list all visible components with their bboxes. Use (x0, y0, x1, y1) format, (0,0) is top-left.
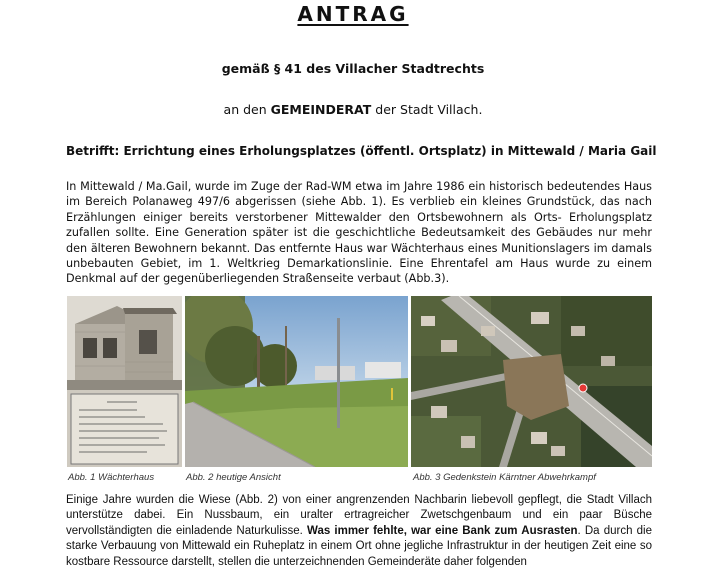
addressee-suffix: der Stadt Villach. (371, 102, 483, 117)
paragraph2-part1: Einige Jahre wurden die Wiese (Abb. 2) von einer angrenzenden Nachbarin liebevoll gepflegt, die Stadt Villach unterstütze dabei. Ein Nussbaum, ein uralter ertragreicher Zwetschgenbaum und ein paar Büsche vervollständigten die einladende Naturkulisse. (66, 494, 652, 537)
figure-current-view-photo (185, 296, 408, 467)
addressee-line (0, 101, 706, 119)
addressee-prefix: an den (223, 102, 271, 117)
paragraph-continuation (66, 493, 652, 570)
figure-aerial-map (411, 296, 652, 467)
paragraph2-part2: . Da durch die starke Verbauung von Mittewald ein Ruheplatz in einem Ort ohne jegliche Infrastruktur in der heutigen Zeit eine so kostbare Ressource darstellt, stellen die unterzeichnenden Gemeinderäte daher folgenden (66, 524, 652, 568)
paragraph-intro: In Mittewald / Ma.Gail, wurde im Zuge der Rad-WM etwa im Jahre 1986 ein historisch bedeutendes Haus im Bereich Polanaweg 497/6 abgerissen (siehe Abb. 1). Es verblieb ein kleines Grundstück, das nach Erzählungen einiger bereits verstorbener Mittewalder den Ortsbewohnern als Orts- Erholungsplatz zufallen sollte. Eine Generation später ist die geschichtliche Bedeutsamkeit des Gebäudes nur mehr den älteren Bewohnern bekannt. Das entfernte Haus war Wächterhaus eines Munitionslagers im damals unbebauten Gebiet, im 1. Weltkrieg Demarkationslinie. Eine Ehrentafel am Haus wurde zu einem Denkmal auf der gegenüberliegenden Straßenseite verbaut (Abb.3). (66, 180, 652, 286)
figure-caption-2: Abb. 2 heutige Ansicht (186, 472, 281, 483)
figure-caption-3: Abb. 3 Gedenkstein Kärntner Abwehrkampf (413, 472, 596, 483)
addressee-bold: GEMEINDERAT (270, 102, 372, 117)
subject-line: Betrifft: Errichtung eines Erholungsplatzes (öffentl. Ortsplatz) in Mittewald / Maria Gail (66, 144, 657, 158)
document-title: ANTRAG (297, 2, 409, 26)
figure-guard-house-photo (67, 296, 182, 467)
figure-caption-1: Abb. 1 Wächterhaus (68, 472, 155, 483)
paragraph2-bold: Was immer fehlte, war eine Bank zum Ausrasten (307, 524, 578, 537)
document-subtitle: gemäß § 41 des Villacher Stadtrechts (221, 61, 485, 76)
